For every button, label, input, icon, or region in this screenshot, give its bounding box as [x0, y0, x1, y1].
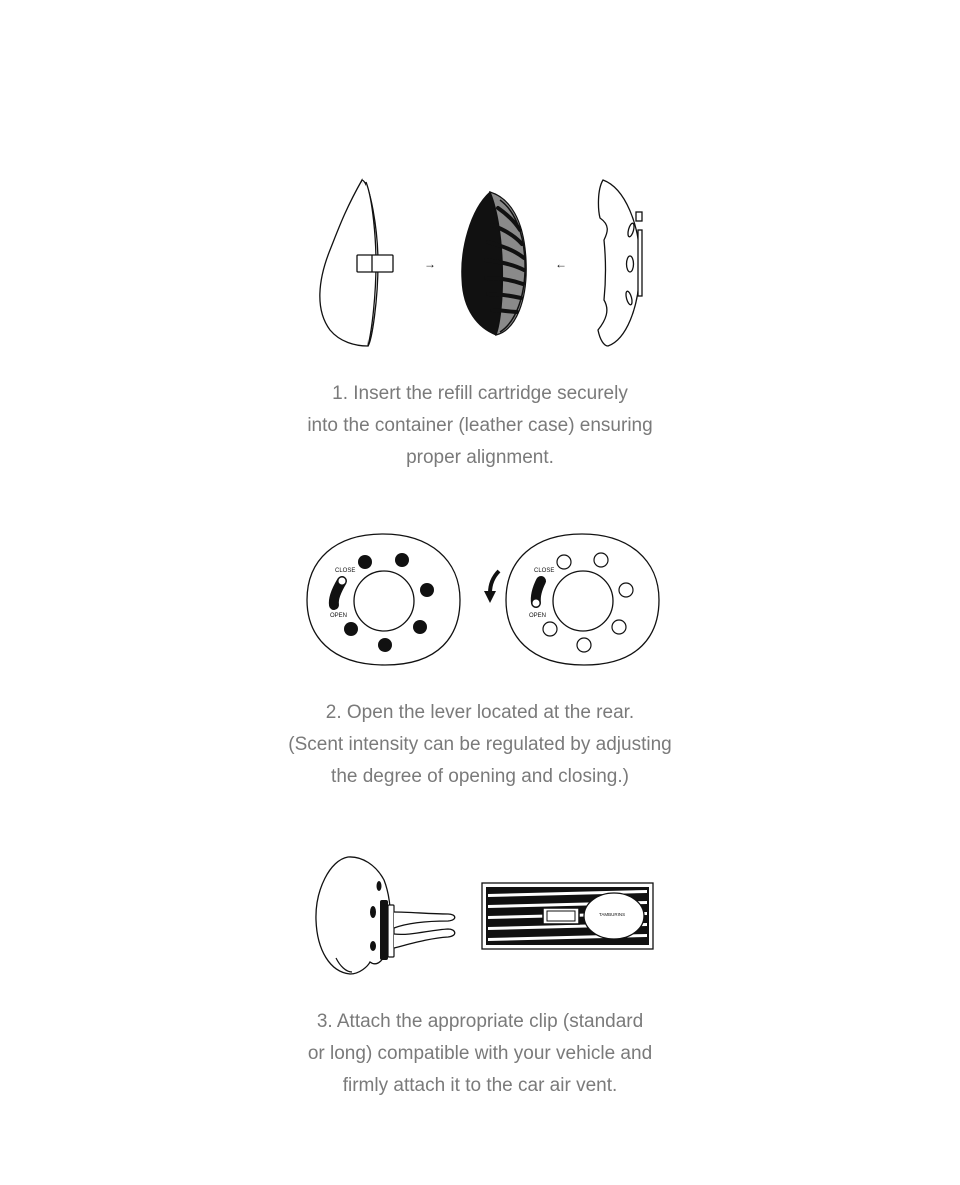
- arrow-right-glyph: →: [424, 257, 436, 271]
- step1-text: [0, 378, 960, 474]
- clip-device-icon: [316, 857, 455, 974]
- step2-line: 2. Open the lever located at the rear.: [325, 702, 635, 723]
- rotate-arrow-icon: [484, 571, 499, 603]
- arrow-left-glyph: ←: [555, 257, 567, 271]
- step1-line: into the container (leather case) ensuring: [307, 415, 653, 436]
- step2-line: (Scent intensity can be regulated by adjusting: [288, 734, 672, 755]
- step1-line: 1. Insert the refill cartridge securely: [332, 383, 628, 404]
- step3-line: or long) compatible with your vehicle and: [307, 1043, 653, 1064]
- step3-line: firmly attach it to the car air vent.: [342, 1075, 618, 1096]
- step3-line: 3. Attach the appropriate clip (standard: [316, 1011, 644, 1032]
- step3-text: [0, 1006, 960, 1102]
- close-label: CLOSE: [335, 568, 356, 574]
- brand-label: TAMBURINS: [599, 912, 626, 917]
- step3-illustration: [0, 850, 960, 980]
- lid-icon: [598, 180, 642, 346]
- air-vent-icon: [482, 883, 653, 949]
- case-icon: [320, 180, 393, 346]
- close-label: CLOSE: [534, 568, 555, 574]
- cartridge-icon: [462, 192, 526, 335]
- open-label: OPEN: [330, 613, 348, 619]
- open-label: OPEN: [529, 613, 547, 619]
- step1-line: proper alignment.: [406, 447, 554, 468]
- step2-text: [0, 697, 960, 793]
- step2-illustration: [0, 525, 960, 675]
- dial-closed-icon: [307, 534, 460, 665]
- step1-illustration: [0, 170, 960, 360]
- step2-line: the degree of opening and closing.): [331, 766, 629, 787]
- dial-open-icon: [506, 534, 659, 665]
